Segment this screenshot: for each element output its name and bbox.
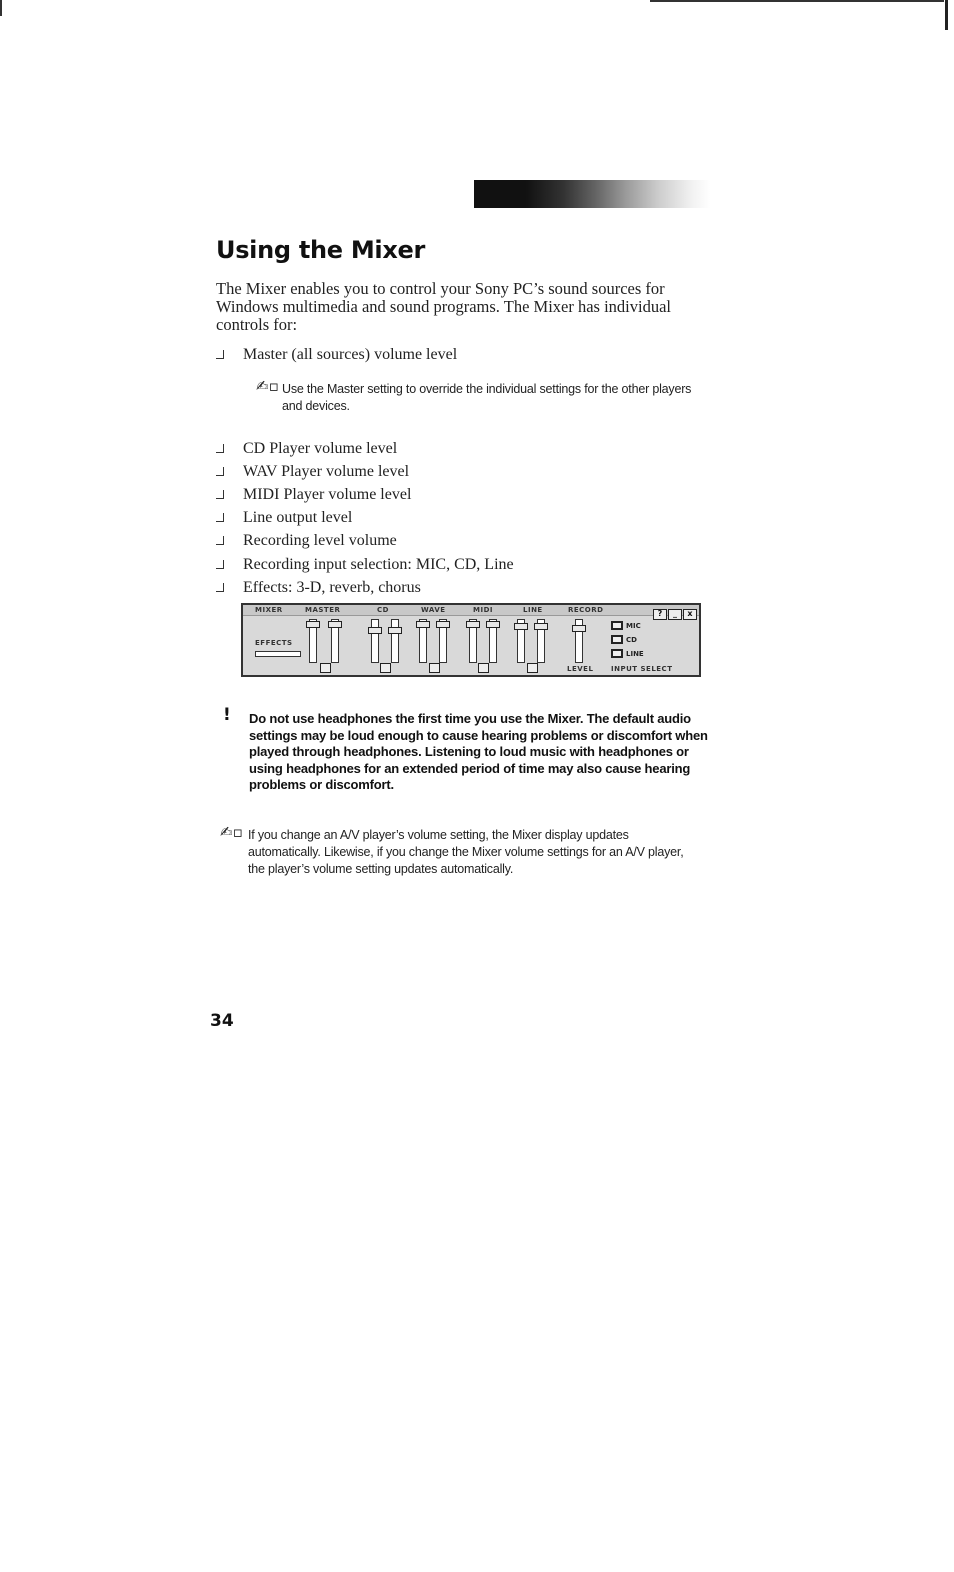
note-block [256,377,279,396]
caution-text: Do not use headphones the first time you use the Mixer. The default audio settings may be loud enough to cause hearing problems or discomfort when played through headphones. Listening to loud music with headphones or using headphones for an extended period of time may also cause hearing problems or discomfort. [249,711,708,792]
effects-label: EFFECTS [255,639,293,647]
slider-knob[interactable] [306,621,320,628]
wave-label: WAVE [421,606,446,614]
midi-mute-button[interactable] [478,663,489,673]
checkbox-bullet-icon [216,350,224,359]
input-line-button[interactable] [611,649,623,658]
page-number: 34 [210,1011,234,1031]
help-button[interactable]: ? [653,609,667,620]
slider-knob[interactable] [436,621,450,628]
master-mute-button[interactable] [320,663,331,673]
note-text: Use the Master setting to override the individual settings for the other players and devices. [282,382,692,413]
slider-knob[interactable] [388,627,402,634]
slider-knob[interactable] [486,621,500,628]
checkbox-bullet-icon [216,467,224,476]
mixer-label: MIXER [255,606,283,614]
note-block [220,823,243,842]
input-cd-label: CD [626,636,637,644]
checkbox-bullet-icon [216,490,224,499]
record-label: RECORD [568,606,604,614]
slider-knob[interactable] [514,623,528,630]
input-mic-button[interactable] [611,621,623,630]
top-rule [650,0,944,2]
master-label: MASTER [305,606,341,614]
checkbox-bullet-icon [216,513,224,522]
note-text: If you change an A/V player’s volume setting, the Mixer display updates automatically. Likewise, if you change the Mixer volume settings for an A/V player, the player’s volume setting updates automatically. [248,828,684,876]
caution-icon: ! [223,705,231,725]
close-button[interactable]: x [683,609,697,620]
slider-knob[interactable] [368,627,382,634]
checkbox-bullet-icon [216,583,224,592]
slider-knob[interactable] [572,625,586,632]
minimize-button[interactable]: _ [668,609,682,620]
line-label: LINE [523,606,543,614]
checkbox-bullet-icon [216,444,224,453]
slider-knob[interactable] [416,621,430,628]
note-pencil-icon: ✍▫ [220,823,243,841]
effects-slider[interactable] [255,651,301,657]
line-mute-button[interactable] [527,663,538,673]
input-mic-label: MIC [626,622,641,630]
input-select-label: INPUT SELECT [611,665,673,673]
cd-slider-right[interactable] [391,619,399,663]
left-edge-mark [0,0,2,16]
checkbox-bullet-icon [216,536,224,545]
cd-label: CD [377,606,389,614]
input-cd-button[interactable] [611,635,623,644]
slider-knob[interactable] [328,621,342,628]
checkbox-bullet-icon [216,560,224,569]
slider-knob[interactable] [534,623,548,630]
header-gradient-bar [474,180,710,208]
intro-paragraph: The Mixer enables you to control your Sony PC’s sound sources for Windows multimedia and sound programs. The Mixer has individual controls for: [216,279,672,334]
corner-mark [945,0,948,30]
midi-label: MIDI [473,606,493,614]
note-pencil-icon: ✍▫ [256,377,279,395]
page-title: Using the Mixer [216,236,426,264]
cd-mute-button[interactable] [380,663,391,673]
level-label: LEVEL [567,665,594,673]
cd-slider-left[interactable] [371,619,379,663]
wave-mute-button[interactable] [429,663,440,673]
input-line-label: LINE [626,650,644,658]
mixer-panel [241,603,701,677]
slider-knob[interactable] [466,621,480,628]
